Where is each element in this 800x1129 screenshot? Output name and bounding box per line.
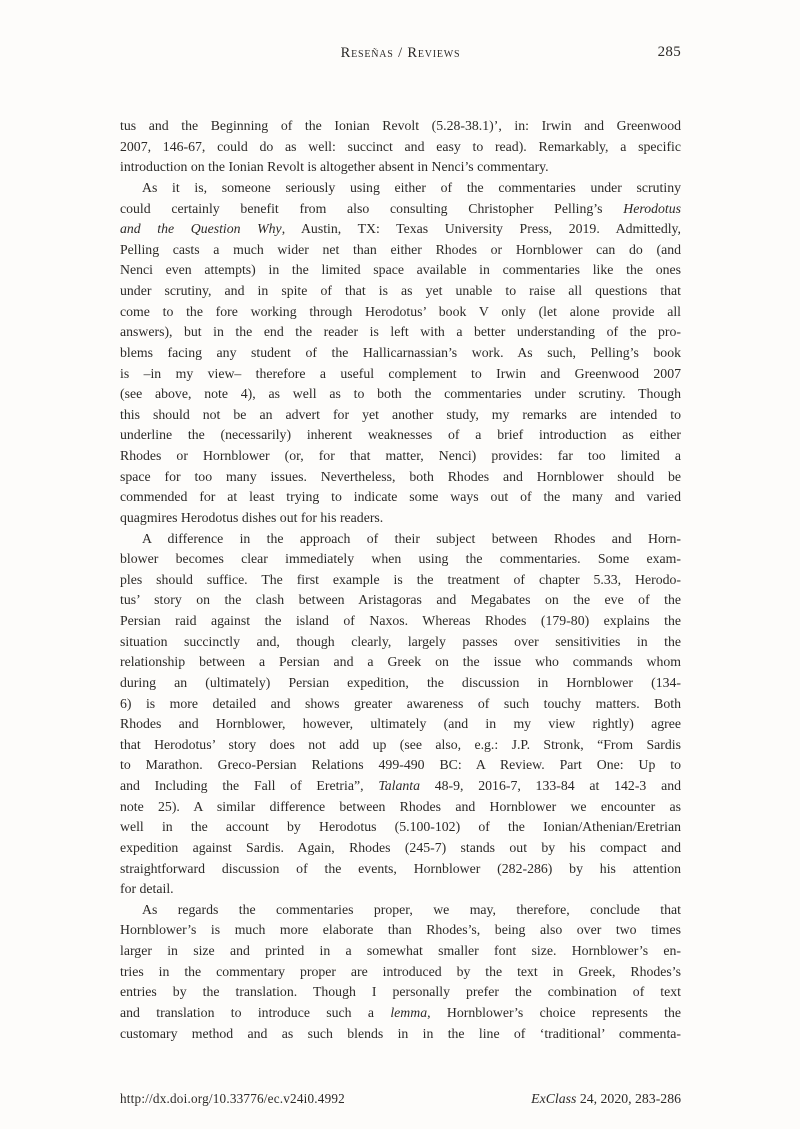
- text-run: that Herodotus’ story does not add up (see also, e.g.: J.P. Stronk, “From Sardis: [120, 736, 681, 752]
- text-line: [120, 137, 681, 158]
- italic-text: Talanta: [378, 778, 420, 793]
- text-run: underline the (necessarily) inherent weaknesses of a brief introduction as either: [120, 427, 681, 443]
- text-run: 48-9, 2016-7, 133-84 at 142-3 and: [419, 778, 681, 793]
- text-run: and translation to introduce such a: [120, 1004, 391, 1020]
- text-line: [120, 446, 681, 467]
- text-line: [120, 157, 681, 178]
- text-run: commended for at least trying to indicate some ways out of the many and varied: [120, 489, 681, 505]
- text-run: note 25). A similar difference between Rhodes and Hornblower we encounter as: [120, 798, 681, 814]
- text-line: [120, 260, 681, 281]
- text-line: [120, 549, 681, 570]
- paragraph: [120, 178, 681, 529]
- paragraph: [120, 529, 681, 900]
- text-run: As it is, someone seriously using either of the commentaries under scrutiny: [142, 179, 681, 195]
- text-run: As regards the commentaries proper, we may, therefore, conclude that: [142, 901, 681, 917]
- text-run: for detail.: [120, 881, 174, 897]
- text-run: could certainly benefit from also consulting Christopher Pelling’s: [120, 200, 624, 216]
- text-run: , Hornblower’s choice represents the: [427, 1004, 681, 1020]
- text-line: [120, 632, 681, 653]
- paragraph: [120, 900, 681, 1044]
- text-line: [120, 817, 681, 838]
- text-line: [120, 735, 681, 756]
- text-line: [120, 962, 681, 983]
- text-run: during an (ultimately) Persian expedition, the discussion in Hornblower (134-: [120, 674, 681, 690]
- italic-text: and the Question Why: [120, 221, 282, 237]
- text-run: 2007, 146-67, could do as well: succinct and easy to read). Remarkably, a specific: [120, 138, 681, 154]
- text-line: [120, 776, 681, 797]
- section-title: Reseñas / Reviews: [340, 45, 461, 61]
- text-line: [120, 116, 681, 137]
- text-run: tus’ story on the clash between Aristagoras and Megabates on the eve of the: [120, 592, 681, 608]
- text-line: [120, 240, 681, 261]
- text-line: [120, 838, 681, 859]
- text-run: Rhodes and Hornblower, however, ultimately (and in my view rightly) agree: [120, 716, 681, 732]
- text-run: ples should suffice. The first example is the treatment of chapter 5.33, Herodo-: [120, 571, 681, 587]
- text-line: [120, 920, 681, 941]
- text-line: [120, 673, 681, 694]
- text-line: [120, 879, 681, 900]
- body-text: [120, 116, 681, 1044]
- text-line: [120, 611, 681, 632]
- text-line: [120, 384, 681, 405]
- text-line: [120, 302, 681, 323]
- text-run: and Including the Fall of Eretria”,: [120, 778, 379, 793]
- text-run: expedition against Sardis. Again, Rhodes (245-7) stands out by his compact and: [120, 839, 681, 855]
- text-run: Persian raid against the island of Naxos. Whereas Rhodes (179-80) explains the: [120, 613, 681, 628]
- text-run: blower becomes clear immediately when using the commentaries. Some exam-: [120, 551, 681, 567]
- text-run: Pelling casts a much wider net than either Rhodes or Hornblower can do (and: [120, 241, 681, 257]
- text-run: space for too many issues. Nevertheless, both Rhodes and Hornblower should be: [120, 468, 681, 484]
- journal-ref: [531, 1091, 681, 1107]
- text-run: 6) is more detailed and shows greater awareness of such touchy matters. Both: [120, 695, 681, 711]
- text-line: [120, 570, 681, 591]
- text-line: [120, 322, 681, 343]
- text-line: [120, 508, 681, 529]
- italic-text: Herodotus: [623, 200, 681, 216]
- text-line: [120, 467, 681, 488]
- text-run: A difference in the approach of their subject between Rhodes and Horn-: [142, 530, 681, 546]
- text-run: this should not be an advert for yet another study, my remarks are intended to: [120, 406, 681, 422]
- text-line: [120, 900, 681, 921]
- text-run: (see above, note 4), as well as to both the commentaries under scrutiny. Though: [120, 386, 681, 402]
- text-line: [120, 364, 681, 385]
- text-line: [120, 652, 681, 673]
- page-footer: [120, 1091, 681, 1107]
- text-line: [120, 529, 681, 550]
- text-run: well in the account by Herodotus (5.100-102) of the Ionian/Athenian/Eretrian: [120, 819, 681, 835]
- text-line: [120, 487, 681, 508]
- italic-text: lemma: [390, 1004, 428, 1020]
- text-line: [120, 982, 681, 1003]
- text-run: straightforward discussion of the events, Hornblower (282-286) by his attention: [120, 860, 681, 876]
- text-run: entries by the translation. Though I personally prefer the combination of text: [120, 984, 681, 1000]
- text-run: to Marathon. Greco-Persian Relations 499-490 BC: A Review. Part One: Up to: [120, 757, 681, 773]
- text-line: [120, 219, 681, 240]
- page-header: [120, 44, 681, 64]
- text-line: [120, 343, 681, 364]
- text-line: [120, 281, 681, 302]
- paragraph: [120, 116, 681, 178]
- text-line: [120, 859, 681, 880]
- text-line: [120, 199, 681, 220]
- text-line: [120, 590, 681, 611]
- text-run: introduction on the Ionian Revolt is altogether absent in Nenci’s commentary.: [120, 159, 549, 175]
- text-run: quagmires Herodotus dishes out for his readers.: [120, 509, 384, 525]
- text-run: larger in size and printed in a somewhat smaller font size. Hornblower’s en-: [120, 943, 681, 958]
- text-line: [120, 405, 681, 426]
- text-run: customary method and as such blends in in the line of ‘traditional’ commenta-: [120, 1025, 681, 1041]
- text-run: blems facing any student of the Hallicarnassian’s work. As such, Pelling’s book: [120, 344, 681, 360]
- text-line: [120, 755, 681, 776]
- text-run: tus and the Beginning of the Ionian Revolt (5.28-38.1)’, in: Irwin and Greenwood: [120, 118, 681, 133]
- text-run: situation succinctly and, though clearly, largely passes over sensitivities in the: [120, 633, 681, 649]
- text-run: tries in the commentary proper are introduced by the text in Greek, Rhodes’s: [120, 963, 681, 979]
- text-run: , Austin, TX: Texas University Press, 2019. Admittedly,: [281, 221, 682, 237]
- text-line: [120, 1024, 681, 1045]
- text-run: come to the fore working through Herodotus’ book V only (let alone provide all: [120, 303, 681, 319]
- text-line: [120, 694, 681, 715]
- text-run: 24, 2020, 283-286: [576, 1091, 681, 1106]
- text-run: Hornblower’s is much more elaborate than Rhodes’s, being also over two times: [120, 922, 681, 938]
- text-line: [120, 1003, 681, 1024]
- italic-text: ExClass: [531, 1091, 577, 1106]
- text-run: Rhodes or Hornblower (or, for that matter, Nenci) provides: far too limited a: [120, 448, 681, 463]
- text-run: under scrutiny, and in spite of that is as yet unable to raise all questions that: [120, 283, 681, 298]
- text-line: [120, 797, 681, 818]
- text-run: Nenci even attempts) in the limited space available in commentaries like the ones: [120, 262, 681, 278]
- text-line: [120, 714, 681, 735]
- doi-text: http://dx.doi.org/10.33776/ec.v24i0.4992: [120, 1091, 345, 1106]
- text-line: [120, 941, 681, 962]
- text-line: [120, 178, 681, 199]
- text-run: answers), but in the end the reader is left with a better understanding of the pro-: [120, 324, 681, 340]
- text-run: relationship between a Persian and a Greek on the issue who commands whom: [120, 654, 681, 670]
- page-number: 285: [657, 44, 681, 60]
- text-run: is –in my view– therefore a useful complement to Irwin and Greenwood 2007: [120, 365, 681, 381]
- text-line: [120, 425, 681, 446]
